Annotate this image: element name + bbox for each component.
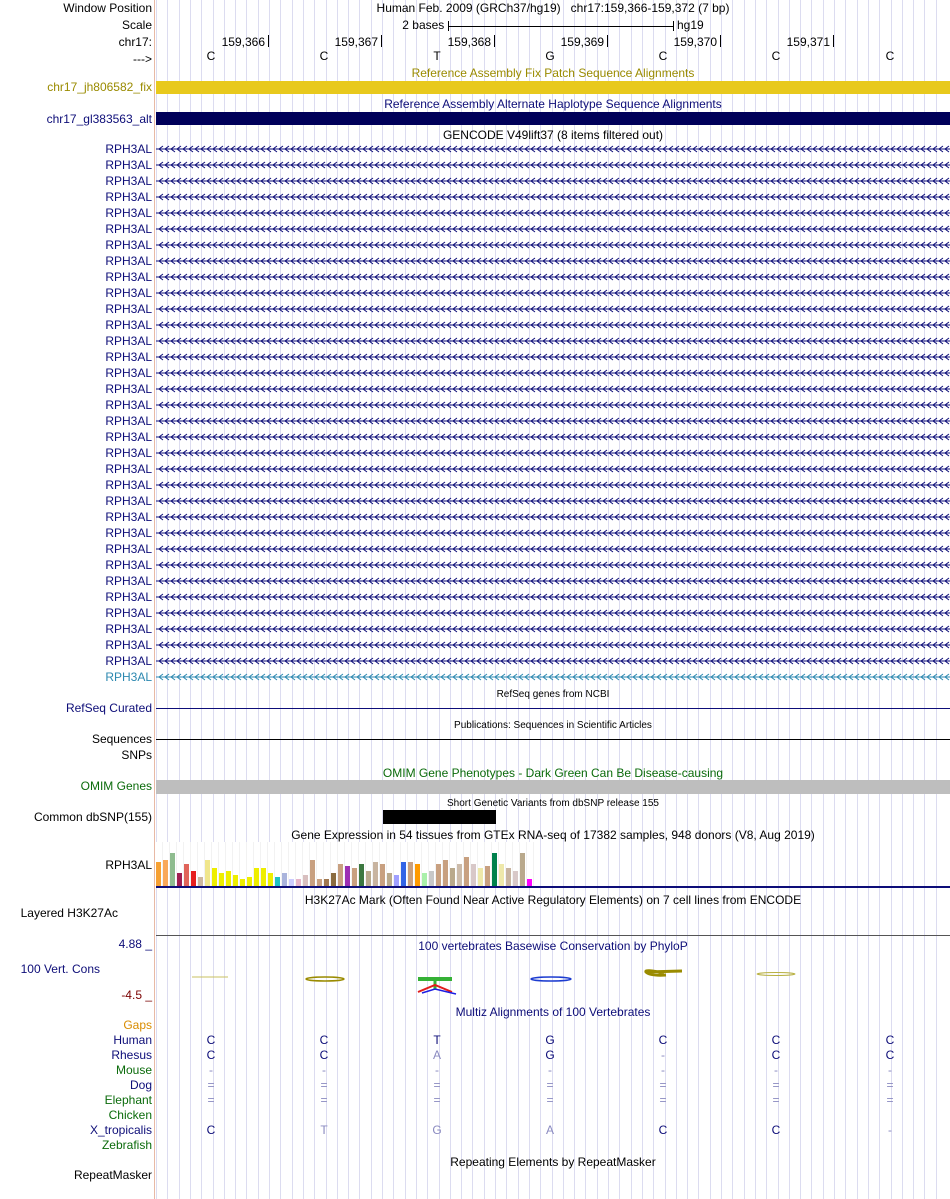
gencode-item-label[interactable]: RPH3AL <box>105 206 152 220</box>
gtex-tissue-bar[interactable] <box>317 879 322 886</box>
dbsnp-title: Short Genetic Variants from dbSNP release 155 <box>447 798 659 809</box>
gencode-item-label[interactable]: RPH3AL <box>105 190 152 204</box>
alignment-base: = <box>659 1078 667 1092</box>
ruler-position: 159,369 <box>560 35 604 49</box>
gencode-item-label[interactable]: RPH3AL <box>105 430 152 444</box>
gtex-title: Gene Expression in 54 tissues from GTEx RNA-seq of 17382 samples, 948 donors (V8, Aug 2019) <box>291 828 815 842</box>
gtex-tissue-bar[interactable] <box>170 853 175 886</box>
gencode-transcript[interactable] <box>156 416 950 426</box>
gencode-transcript[interactable] <box>156 144 950 154</box>
ruler-position: 159,366 <box>221 35 265 49</box>
alignment-base: C <box>658 1033 668 1047</box>
repeatmasker-title: Repeating Elements by RepeatMasker <box>450 1155 656 1169</box>
gencode-transcript[interactable] <box>156 384 950 394</box>
dbsnp-variant[interactable] <box>383 810 496 824</box>
publications-title: Publications: Sequences in Scientific Articles <box>454 720 652 731</box>
alignment-base: = <box>886 1093 894 1107</box>
alignment-base: A <box>432 1048 441 1062</box>
window-position-label: Window Position <box>63 1 152 15</box>
ruler-tick <box>494 35 495 47</box>
scale-value: 2 bases <box>402 18 445 32</box>
ruler-position: 159,367 <box>334 35 378 49</box>
ruler-tick <box>607 35 608 47</box>
gencode-transcript[interactable] <box>156 448 950 458</box>
gtex-tissue-bar[interactable] <box>296 879 301 886</box>
alignment-base: = <box>886 1078 894 1092</box>
window-position-text <box>156 1 950 15</box>
alignment-base: C <box>206 1048 216 1062</box>
gtex-tissue-bar[interactable] <box>331 873 336 886</box>
track-label-h3k27ac[interactable]: Layered H3K27Ac <box>20 906 118 920</box>
gtex-tissue-bar[interactable] <box>177 873 182 886</box>
species-label[interactable]: Human <box>113 1033 152 1047</box>
gtex-tissue-bar[interactable] <box>499 864 504 886</box>
gencode-item-label[interactable]: RPH3AL <box>105 606 152 620</box>
gtex-gene-line <box>156 886 950 888</box>
alignment-base: G <box>545 1033 555 1047</box>
gtex-tissue-bar[interactable] <box>268 873 273 886</box>
gtex-tissue-bar[interactable] <box>226 871 231 886</box>
species-label[interactable]: Chicken <box>108 1108 152 1122</box>
alignment-base: - <box>888 1063 892 1077</box>
gencode-transcript[interactable] <box>156 160 950 170</box>
gencode-transcript[interactable] <box>156 352 950 362</box>
gencode-item-label[interactable]: RPH3AL <box>105 286 152 300</box>
gtex-tissue-bar[interactable] <box>212 868 217 886</box>
gencode-transcript[interactable] <box>156 672 950 682</box>
gtex-tissue-bar[interactable] <box>492 853 497 886</box>
gtex-tissue-bar[interactable] <box>506 868 511 886</box>
gencode-item-label[interactable]: RPH3AL <box>105 174 152 188</box>
gtex-tissue-bar[interactable] <box>450 868 455 886</box>
strand-arrow-label[interactable]: ---> <box>133 52 152 66</box>
alignment-base: C <box>206 1033 216 1047</box>
alignment-base: = <box>772 1093 780 1107</box>
gtex-tissue-bar[interactable] <box>464 857 469 886</box>
gencode-item-label[interactable]: RPH3AL <box>105 494 152 508</box>
gencode-transcript[interactable] <box>156 400 950 410</box>
gencode-transcript[interactable] <box>156 208 950 218</box>
ruler-tick <box>833 35 834 47</box>
phylop-plot[interactable] <box>156 955 950 1000</box>
gencode-item-label[interactable]: RPH3AL <box>105 302 152 316</box>
gtex-tissue-bar[interactable] <box>247 877 252 886</box>
species-label[interactable]: Zebrafish <box>101 1138 152 1152</box>
gtex-tissue-bar[interactable] <box>289 879 294 886</box>
gencode-transcript[interactable] <box>156 656 950 666</box>
alignment-base: C <box>885 1048 895 1062</box>
gencode-item-label[interactable]: RPH3AL <box>105 334 152 348</box>
phylop-min-label: -4.5 _ <box>121 988 152 1002</box>
gtex-expression-chart[interactable] <box>156 842 536 886</box>
gtex-tissue-bar[interactable] <box>457 864 462 886</box>
gencode-item-label[interactable]: RPH3AL <box>105 590 152 604</box>
gencode-transcript[interactable] <box>156 592 950 602</box>
gtex-tissue-bar[interactable] <box>366 871 371 886</box>
gencode-item-label[interactable]: RPH3AL <box>105 558 152 572</box>
gtex-tissue-bar[interactable] <box>373 862 378 886</box>
track-label-publications[interactable]: Sequences <box>91 732 152 746</box>
gtex-tissue-bar[interactable] <box>205 860 210 886</box>
h3k27ac-baseline[interactable] <box>156 935 950 936</box>
gtex-tissue-bar[interactable] <box>436 864 441 886</box>
ruler-base: C <box>771 49 781 63</box>
alignment-base: = <box>433 1078 441 1092</box>
alignment-base: C <box>319 1048 329 1062</box>
gtex-tissue-bar[interactable] <box>324 879 329 886</box>
ruler-base: G <box>545 49 555 63</box>
refseq-title: RefSeq genes from NCBI <box>496 689 610 700</box>
gtex-tissue-bar[interactable] <box>219 873 224 886</box>
alignment-base: - <box>661 1048 665 1062</box>
track-label-gtex[interactable]: RPH3AL <box>105 858 152 872</box>
alignment-base: C <box>206 1123 216 1137</box>
alignment-base: - <box>209 1063 213 1077</box>
gencode-item-label[interactable]: RPH3AL <box>105 238 152 252</box>
gtex-tissue-bar[interactable] <box>387 873 392 886</box>
track-label-repeatmasker[interactable]: RepeatMasker <box>73 1168 152 1182</box>
alignment-base: = <box>659 1093 667 1107</box>
gencode-item-label[interactable]: RPH3AL <box>105 462 152 476</box>
gencode-transcript[interactable] <box>156 464 950 474</box>
gencode-item-label[interactable]: RPH3AL <box>105 222 152 236</box>
gtex-tissue-bar[interactable] <box>429 871 434 886</box>
gencode-item-label[interactable]: RPH3AL <box>105 526 152 540</box>
ruler-base: T <box>433 49 441 63</box>
gtex-tissue-bar[interactable] <box>520 853 525 886</box>
ruler-tick <box>268 35 269 47</box>
gtex-tissue-bar[interactable] <box>261 868 266 886</box>
gtex-tissue-bar[interactable] <box>254 868 259 886</box>
gtex-tissue-bar[interactable] <box>527 879 532 886</box>
ruler-base: C <box>658 49 668 63</box>
h3k27ac-title: H3K27Ac Mark (Often Found Near Active Regulatory Elements) on 7 cell lines from ENCODE <box>304 893 802 907</box>
gencode-item-label[interactable]: RPH3AL <box>105 670 152 684</box>
alignment-base: - <box>888 1123 892 1137</box>
gtex-tissue-bar[interactable] <box>338 864 343 886</box>
ruler-tick <box>720 35 721 47</box>
alignment-base: = <box>433 1093 441 1107</box>
window-position-value: chr17:159,366-159,372 (7 bp) <box>570 1 730 15</box>
scale-label: Scale <box>121 18 152 32</box>
gtex-tissue-bar[interactable] <box>275 877 280 886</box>
gencode-transcript[interactable] <box>156 624 950 634</box>
gencode-transcript[interactable] <box>156 560 950 570</box>
gencode-item-label[interactable]: RPH3AL <box>105 654 152 668</box>
gencode-transcript[interactable] <box>156 480 950 490</box>
alignment-base: - <box>322 1063 326 1077</box>
alignment-base: C <box>771 1123 781 1137</box>
gencode-item-label[interactable]: RPH3AL <box>105 478 152 492</box>
alignment-base: C <box>658 1123 668 1137</box>
track-label-alt-haplotype[interactable]: chr17_gl383563_alt <box>46 112 152 126</box>
alignment-base: - <box>774 1063 778 1077</box>
gencode-item-label[interactable]: RPH3AL <box>105 414 152 428</box>
gencode-transcript[interactable] <box>156 544 950 554</box>
alignment-base: C <box>885 1033 895 1047</box>
track-label-snps[interactable]: SNPs <box>121 748 152 762</box>
gtex-tissue-bar[interactable] <box>303 875 308 886</box>
phylop-max-label: 4.88 _ <box>118 937 152 951</box>
gencode-transcript[interactable] <box>156 640 950 650</box>
gencode-transcript[interactable] <box>156 368 950 378</box>
track-label-omim[interactable]: OMIM Genes <box>80 779 152 793</box>
alignment-base: = <box>320 1093 328 1107</box>
gencode-item-label[interactable]: RPH3AL <box>105 158 152 172</box>
gencode-item-label[interactable]: RPH3AL <box>105 318 152 332</box>
omim-gene-bar[interactable] <box>156 780 950 794</box>
track-label-refseq[interactable]: RefSeq Curated <box>65 701 152 715</box>
species-label[interactable]: Dog <box>129 1078 152 1092</box>
panel-divider <box>154 0 155 1199</box>
gencode-transcript[interactable] <box>156 256 950 266</box>
species-label[interactable]: X_tropicalis <box>89 1123 152 1137</box>
species-label[interactable]: Rhesus <box>111 1048 152 1062</box>
track-label-gaps[interactable]: Gaps <box>123 1018 152 1032</box>
track-label-phylop[interactable]: 100 Vert. Cons <box>20 962 100 976</box>
refseq-gene-line[interactable] <box>156 708 950 709</box>
gtex-tissue-bar[interactable] <box>191 871 196 886</box>
gencode-transcript[interactable] <box>156 272 950 282</box>
phylop-title: 100 vertebrates Basewise Conservation by PhyloP <box>418 939 688 953</box>
gtex-tissue-bar[interactable] <box>380 864 385 886</box>
ruler-base: C <box>885 49 895 63</box>
gencode-item-label[interactable]: RPH3AL <box>105 542 152 556</box>
gtex-tissue-bar[interactable] <box>359 864 364 886</box>
gtex-tissue-bar[interactable] <box>422 873 427 886</box>
gencode-item-label[interactable]: RPH3AL <box>105 382 152 396</box>
gencode-transcript[interactable] <box>156 528 950 538</box>
omim-title: OMIM Gene Phenotypes - Dark Green Can Be Disease-causing <box>382 766 724 780</box>
gencode-item-label[interactable]: RPH3AL <box>105 350 152 364</box>
gtex-tissue-bar[interactable] <box>485 866 490 886</box>
scale-db: hg19 <box>677 18 704 32</box>
gencode-transcript[interactable] <box>156 192 950 202</box>
ruler-position: 159,368 <box>447 35 491 49</box>
track-data-area[interactable] <box>156 0 950 1199</box>
alignment-base: - <box>661 1063 665 1077</box>
gencode-transcript[interactable] <box>156 176 950 186</box>
gencode-transcript[interactable] <box>156 240 950 250</box>
gencode-item-label[interactable]: RPH3AL <box>105 254 152 268</box>
alignment-base: C <box>771 1033 781 1047</box>
gencode-transcript[interactable] <box>156 336 950 346</box>
gtex-tissue-bar[interactable] <box>352 868 357 886</box>
gencode-item-label[interactable]: RPH3AL <box>105 366 152 380</box>
publications-line[interactable] <box>156 739 950 740</box>
species-label[interactable]: Mouse <box>115 1063 152 1077</box>
alignment-base: C <box>319 1033 329 1047</box>
ruler-base: C <box>206 49 216 63</box>
track-label-fix-patch[interactable]: chr17_jh806582_fix <box>47 80 152 94</box>
track-labels-panel <box>0 0 154 1199</box>
chrom-label: chr17: <box>118 35 152 49</box>
track-label-dbsnp[interactable]: Common dbSNP(155) <box>33 810 152 824</box>
alignment-base: G <box>432 1123 442 1137</box>
gencode-title: GENCODE V49lift37 (8 items filtered out) <box>442 128 664 142</box>
ruler-tick <box>381 35 382 47</box>
alignment-base: A <box>545 1123 554 1137</box>
gtex-tissue-bar[interactable] <box>471 864 476 886</box>
scale-bar-line <box>448 21 674 31</box>
assembly-name: Human Feb. 2009 (GRCh37/hg19) <box>376 1 561 15</box>
gtex-tissue-bar[interactable] <box>233 875 238 886</box>
gencode-transcript[interactable] <box>156 496 950 506</box>
gtex-tissue-bar[interactable] <box>310 860 315 886</box>
alignment-base: T <box>433 1033 441 1047</box>
alignment-base: = <box>207 1078 215 1092</box>
gtex-tissue-bar[interactable] <box>478 868 483 886</box>
gencode-item-label[interactable]: RPH3AL <box>105 142 152 156</box>
gencode-transcript[interactable] <box>156 224 950 234</box>
gtex-tissue-bar[interactable] <box>443 860 448 886</box>
gtex-tissue-bar[interactable] <box>408 862 413 886</box>
multiz-title: Multiz Alignments of 100 Vertebrates <box>455 1005 651 1019</box>
species-label[interactable]: Elephant <box>104 1093 152 1107</box>
alignment-base: = <box>546 1078 554 1092</box>
alignment-base: C <box>771 1048 781 1062</box>
gencode-transcript[interactable] <box>156 304 950 314</box>
gencode-item-label[interactable]: RPH3AL <box>105 638 152 652</box>
gencode-item-label[interactable]: RPH3AL <box>105 398 152 412</box>
gencode-item-label[interactable]: RPH3AL <box>105 270 152 284</box>
alignment-base: - <box>548 1063 552 1077</box>
gtex-tissue-bar[interactable] <box>345 866 350 886</box>
gencode-transcript[interactable] <box>156 288 950 298</box>
alignment-base: T <box>320 1123 328 1137</box>
gtex-tissue-bar[interactable] <box>156 862 161 886</box>
gencode-transcript[interactable] <box>156 512 950 522</box>
ruler-position: 159,371 <box>786 35 830 49</box>
gencode-item-label[interactable]: RPH3AL <box>105 622 152 636</box>
gtex-tissue-bar[interactable] <box>163 860 168 886</box>
gtex-tissue-bar[interactable] <box>394 875 399 886</box>
gtex-tissue-bar[interactable] <box>513 871 518 886</box>
scale-bar <box>156 18 950 32</box>
alignment-base: = <box>320 1078 328 1092</box>
gtex-tissue-bar[interactable] <box>240 879 245 886</box>
fix-patch-alignment[interactable] <box>156 81 950 94</box>
gencode-item-label[interactable]: RPH3AL <box>105 510 152 524</box>
alt-haplotype-alignment[interactable] <box>156 112 950 125</box>
alignment-base: = <box>546 1093 554 1107</box>
ruler-base: C <box>319 49 329 63</box>
gencode-transcript[interactable] <box>156 320 950 330</box>
gtex-tissue-bar[interactable] <box>198 877 203 886</box>
alignment-base: = <box>207 1093 215 1107</box>
ruler-position: 159,370 <box>673 35 717 49</box>
alignment-base: G <box>545 1048 555 1062</box>
gtex-tissue-bar[interactable] <box>184 864 189 886</box>
alignment-base: = <box>772 1078 780 1092</box>
alignment-base: - <box>435 1063 439 1077</box>
alt-haplotype-title: Reference Assembly Alternate Haplotype Sequence Alignments <box>384 97 722 111</box>
gencode-item-label[interactable]: RPH3AL <box>105 574 152 588</box>
gencode-transcript[interactable] <box>156 576 950 586</box>
gencode-transcript[interactable] <box>156 608 950 618</box>
gtex-tissue-bar[interactable] <box>282 873 287 886</box>
gencode-transcript[interactable] <box>156 432 950 442</box>
fix-patch-title: Reference Assembly Fix Patch Sequence Alignments <box>411 66 695 80</box>
gtex-tissue-bar[interactable] <box>415 864 420 886</box>
gencode-item-label[interactable]: RPH3AL <box>105 446 152 460</box>
gtex-tissue-bar[interactable] <box>401 862 406 886</box>
